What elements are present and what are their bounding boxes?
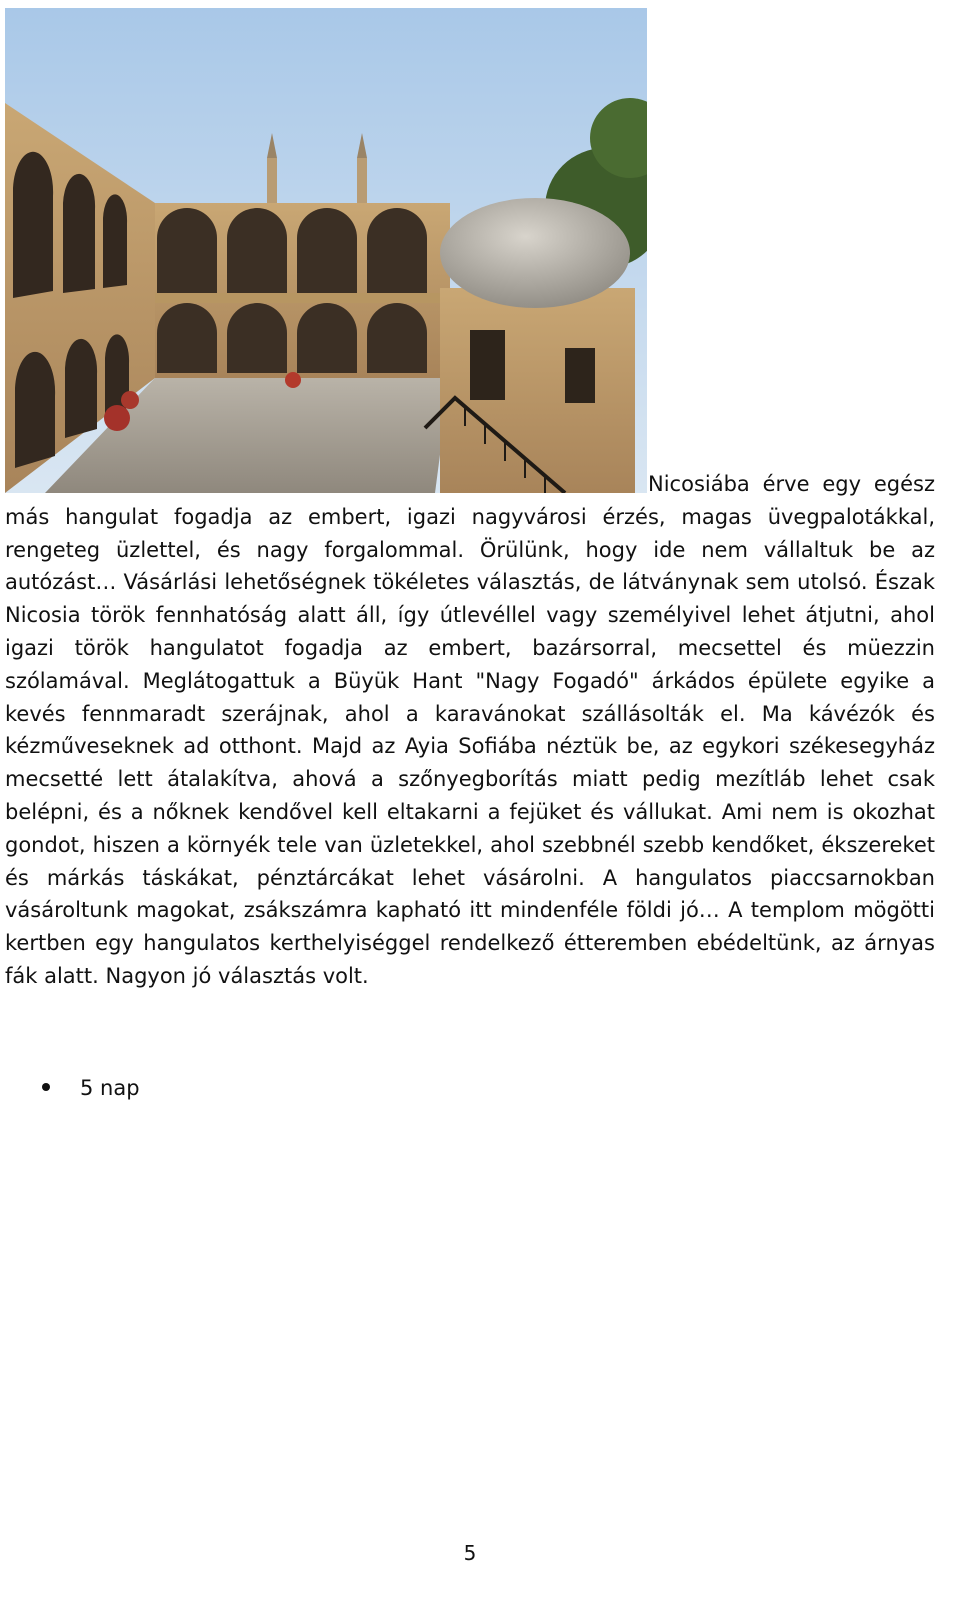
photo-text-wrap-spacer	[5, 468, 648, 500]
caravanserai-photo	[5, 8, 647, 493]
paragraph-text: Nicosiába érve egy egész más hangulat fogadja az embert, igazi nagyvárosi érzés, magas üvegpalotákkal, rengeteg üzlettel, és nagy forgalommal. Örülünk, hogy ide nem vállaltuk be az autózást… Vásárlási lehetőségnek tökéletes választás, de látványnak sem utolsó. Észak Nicosia török fennhatóság alatt áll, így útlevéllel vagy személyivel lehet átjutni, ahol igazi török hangulatot fogadja az embert, bazársorral, mecsettel és müezzin szólamával. Meglátogattuk a Büyük Hant "Nagy Fogadó" árkádos épülete egyike a kevés fennmaradt szerájnak, ahol a karavánokat szállásolták el. Ma kávézók és kézműveseknek ad otthont. Majd az Ayia Sofiába néztük be, az egykori székesegyház mecsetté lett átalakítva, ahová a szőnyegborítás miatt pedig mezítláb lehet csak belépni, és a nőknek kendővel kell eltakarni a fejüket és vállukat. Ami nem is okozhat gondot, hiszen a környék tele van üzletekkel, ahol szebbnél szebb kendőket, ékszereket és márkás táskákat, pénztárcákat lehet vásárolni. A hangulatos piaccsarnokban vásároltunk magokat, zsákszámra kapható itt mindenféle földi jó… A templom mögötti kertben egy hangulatos kerthelyiséggel rendelkező étteremben ebédeltünk, az árnyas fák alatt. Nagyon jó választás volt.	[5, 472, 935, 988]
bullet-text: 5 nap	[80, 1076, 140, 1100]
page-number: 5	[463, 1541, 477, 1565]
travel-paragraph	[5, 468, 935, 993]
photo-illustration	[5, 8, 647, 493]
bullet-icon	[42, 1083, 50, 1091]
bullet-list-item	[42, 1072, 140, 1104]
